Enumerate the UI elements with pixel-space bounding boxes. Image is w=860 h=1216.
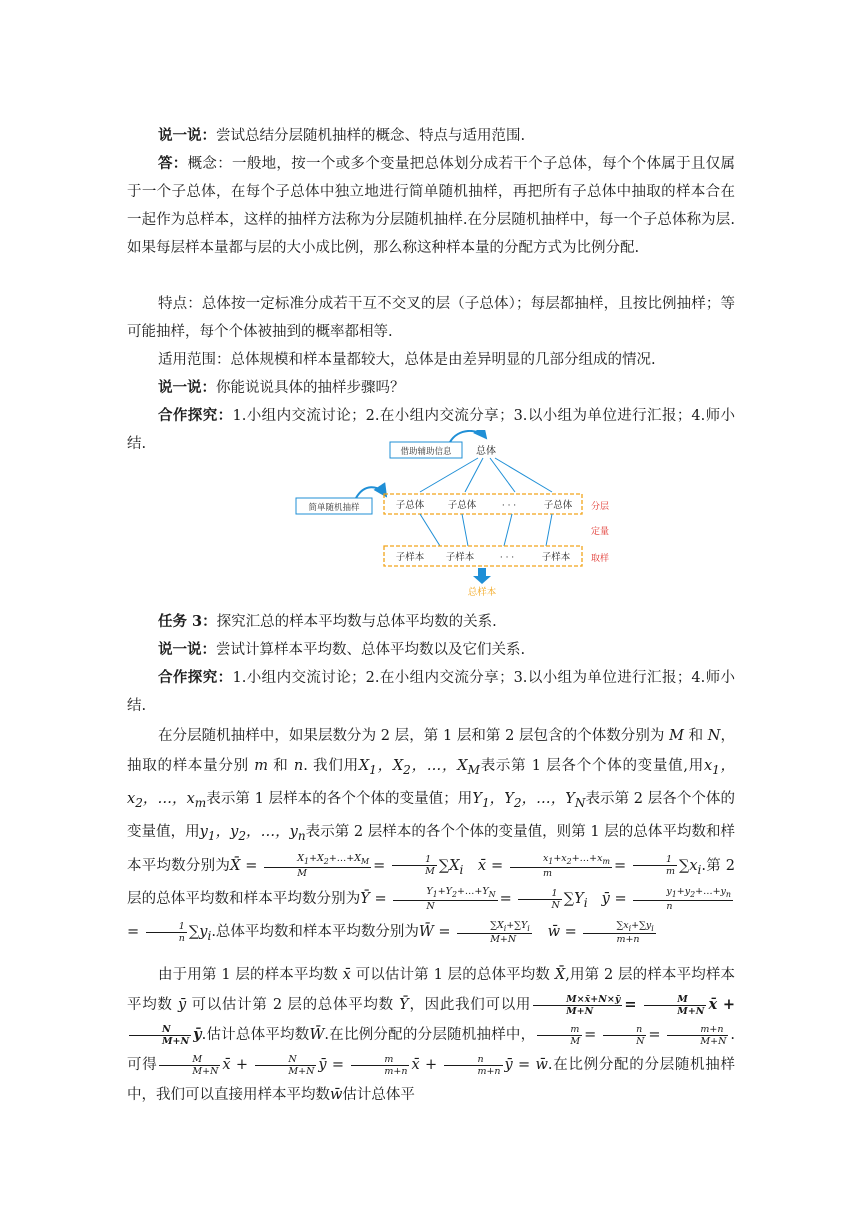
math-Y-list: $Y_1$，$Y_2$，…，$Y_N$ — [472, 790, 586, 810]
cooperate-text: 1.小组内交流讨论；2.在小组内交流分享；3.以小组为单位进行汇报；4.师小结. — [127, 670, 736, 714]
math-y-list: $y_1$，$y_2$，…，$y_n$ — [199, 824, 306, 844]
task-text: 探究汇总的样本平均数与总体平均数的关系. — [216, 614, 497, 630]
text-run: 表示第 1 层样本的各个个体的变量值；用 — [206, 790, 473, 807]
text-run: 和 — [688, 728, 704, 744]
say-text: 你能说说具体的抽样步骤吗？ — [216, 380, 405, 396]
paragraph-features: 特点：总体按一定标准分成若干互不交叉的层（子总体）；每层都抽样，且按比例抽样；等可能抽样，每个个体被抽到的概率都相等. — [127, 296, 735, 340]
sample-n: 子样本 — [541, 552, 571, 563]
paragraph-task-3 — [127, 608, 735, 636]
text-run: 表示第 1 层各个个体的变量值,用 — [479, 757, 704, 774]
take-sample-label: 取样 — [590, 554, 610, 564]
text-run: 和 — [273, 757, 289, 774]
stratify-label: 分层 — [590, 502, 610, 512]
text-run: .可得 — [127, 1027, 736, 1073]
math-xbar: x̄ — [342, 967, 351, 983]
sample-1: 子样本 — [395, 552, 425, 563]
text-run: 在分层随机抽样中，如果层数分为 2 层，第 1 层和第 2 层包含的个体数分别为 — [158, 728, 665, 744]
math-X-list: $X_1$，$X_2$，…，$X_M$ — [358, 757, 480, 777]
subpop-2: 子总体 — [447, 500, 477, 511]
link-line — [490, 458, 515, 492]
answer-text: 概念：一般地，按一个或多个变量把总体划分成若干个子总体，每个个体属于且仅属于一个子总体，在每个子总体中独立地进行简单随机抽样，再把所有子总体中抽取的样本合在一起作为总样本，这样的抽样方法称为分层随机抽样.在分层随机抽样中，每一个子总体称为层.如果每层样本量都与层的大小成比例，那么称这种样本量的分配方式为比例分配. — [127, 156, 736, 256]
text-run: . 我们用 — [303, 757, 359, 774]
simple-random-label: 简单随机抽样 — [308, 503, 360, 513]
sample-2: 子样本 — [445, 552, 475, 563]
math-ybar: ȳ — [177, 997, 187, 1013]
link-line — [495, 458, 552, 492]
paragraph-say-1 — [127, 122, 735, 150]
link-line — [504, 514, 512, 546]
simple-random-arrow — [356, 487, 386, 498]
text-run: .总体平均数和样本平均数分别为 — [211, 924, 419, 941]
subpop-n: 子总体 — [543, 500, 573, 511]
aux-arrow — [450, 431, 486, 442]
paragraph-say-2 — [127, 374, 735, 402]
cooperate-text: 1.小组内交流讨论；2.在小组内交流分享；3.以小组为单位进行汇报；4.师小结. — [127, 408, 736, 452]
text-run: 表示第 2 层各个个体的变量值，用 — [127, 790, 735, 841]
formula-result: $\frac{M}{M+N}$ x̄ + $\frac{N}{M+N}$ ȳ = $\frac{m}{m+n}$ x̄ + $\frac{n}{m+n}$ ȳ = w̄ — [157, 1057, 548, 1073]
paragraph-stratified-means — [127, 722, 735, 952]
answer-label: 答： — [158, 155, 188, 172]
math-N: N — [707, 728, 721, 744]
say-label: 说一说： — [158, 379, 216, 396]
math-M: M — [669, 728, 684, 744]
text-run: ，抽取的样本量分别 — [127, 728, 736, 774]
text-run: .在比例分配的分层随机抽样中，我们可以直接用样本平均数 — [127, 1057, 736, 1103]
say-label: 说一说： — [158, 127, 216, 144]
paragraph-answer — [127, 150, 735, 262]
total-sample-label: 总样本 — [467, 587, 497, 598]
text-run: ,用第 2 层的样本平均样本平均数 — [127, 967, 736, 1013]
formula-layer2: Ȳ = $\frac{Y_1+Y_2+\dots+Y_N}{N}$ = $\frac{1}{N}$ $\sum Y_i$ ȳ = $\frac{y_1+y_2+\dots+y_n}{n}$ = $\frac{1}{n}$ $\sum y_i$ — [127, 886, 732, 944]
formula-ratio: $\frac{m}{M}$ = $\frac{n}{N}$ = $\frac{m+n}{M+N}$ — [535, 1027, 730, 1043]
text-run: ，因此我们可以用 — [408, 997, 532, 1013]
sample-dots: · · · — [499, 553, 515, 563]
formula-layer1: X̄ = $\frac{X_1+X_2+\dots+X_M}{M}$ = $\frac{1}{M}$ $\sum X_i$ x̄ = $\frac{x_1+x_2+\dots+x_m}{m}$ = $\frac{1}{m}$ $\sum x_i$ — [230, 852, 702, 879]
formula-total: W̄ = $\frac{\sum X_i+\sum Y_i}{M+N}$ w̄ = $\frac{\sum x_i+\sum y_i}{m+n}$ — [418, 919, 654, 946]
paragraph-estimation — [127, 960, 735, 1110]
say-label: 说一说： — [158, 641, 216, 658]
subpop-1: 子总体 — [395, 500, 425, 511]
math-Xbar: X̄ — [554, 967, 566, 983]
link-line — [462, 514, 468, 546]
text-run: .在比例分配的分层随机抽样中， — [324, 1027, 536, 1043]
paragraph-say-3 — [127, 636, 735, 664]
text-run: .估计总体平均数 — [201, 1027, 310, 1043]
cooperate-label: 合作探究： — [158, 669, 233, 686]
population-label: 总体 — [476, 446, 496, 457]
math-Wbar: W̄ — [309, 1027, 325, 1043]
text-run: 由于用第 1 层的样本平均数 — [158, 967, 338, 983]
math-m: m — [254, 757, 268, 774]
say-text: 尝试计算样本平均数、总体平均数以及它们关系. — [216, 642, 526, 658]
paragraph-scope: 适用范围：总体规模和样本量都较大，总体是由差异明显的几部分组成的情况. — [158, 352, 656, 368]
subpop-dots: · · · — [501, 501, 517, 511]
text-run: 可以估计第 2 层的总体平均数 — [191, 997, 394, 1013]
text-run: .第 2 层的总体平均数和样本平均数分别为 — [127, 857, 736, 908]
link-line — [420, 458, 478, 492]
text-run: 可以估计第 1 层的总体平均数 — [355, 967, 551, 983]
text-run: 估计总体平 — [342, 1087, 415, 1103]
sampling-flow-diagram — [290, 430, 620, 600]
link-line — [420, 514, 440, 546]
formula-weighted: $\frac{M\times x̄+N\times ȳ}{M+N}$ = $\frac{M}{M+N}$ x̄ + $\frac{N}{M+N}$ ȳ — [127, 996, 735, 1043]
quota-label: 定量 — [590, 527, 610, 537]
text-run: 表示第 2 层样本的各个个体的变量值，则第 1 层的总体平均数和样本平均数分别为 — [127, 824, 736, 874]
task-label: 任务 3： — [158, 613, 217, 630]
paragraph-cooperate-2 — [127, 664, 735, 720]
link-line — [465, 458, 483, 492]
link-line — [546, 514, 552, 546]
math-n: n — [293, 757, 304, 774]
cooperate-label: 合作探究： — [158, 407, 233, 424]
math-Ybar: Ȳ — [399, 997, 409, 1013]
down-arrow-icon — [473, 568, 491, 584]
say-text: 尝试总结分层随机抽样的概念、特点与适用范围. — [216, 128, 526, 144]
math-x-list: $x_1$，$x_2$，…，$x_m$ — [127, 757, 736, 810]
math-wbar: w̄ — [330, 1087, 343, 1103]
aux-info-label: 借助辅助信息 — [400, 447, 452, 457]
